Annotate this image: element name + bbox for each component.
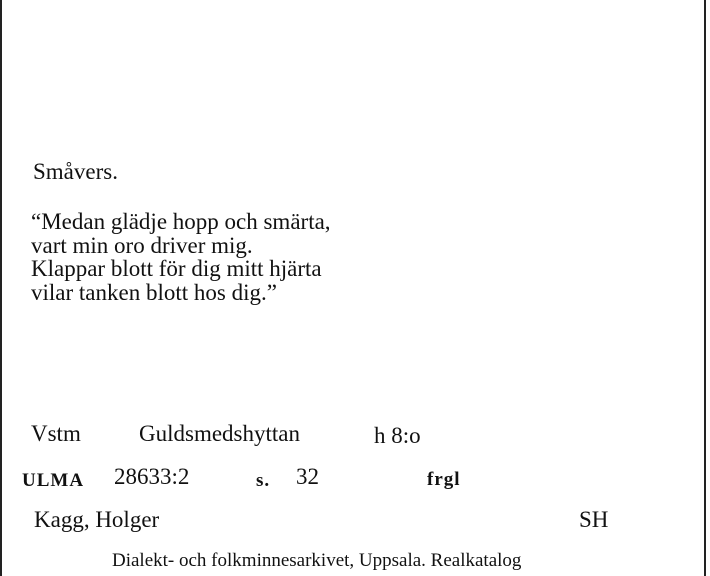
poem-line: vart min oro driver mig. xyxy=(31,232,253,258)
poem-text xyxy=(31,210,451,304)
poem-line: “Medan glädje hopp och smärta, xyxy=(31,209,331,234)
page-label: s. xyxy=(256,470,271,491)
card-left-edge xyxy=(0,0,2,576)
archive-footer: Dialekt- och folkminnesarkivet, Uppsala. Realkatalog xyxy=(112,550,522,571)
informant-name: Kagg, Holger xyxy=(34,507,160,532)
poem-line: vilar tanken blott hos dig.” xyxy=(31,279,277,305)
archive-code: ULMA xyxy=(22,470,85,491)
region-field: Vstm xyxy=(31,421,81,446)
place-field: Guldsmedshyttan xyxy=(139,421,300,446)
poem-line: Klappar blott för dig mitt hjärta xyxy=(31,256,322,281)
recorder-initials: SH xyxy=(579,507,609,532)
card-title: Småvers. xyxy=(33,159,118,184)
card-right-edge xyxy=(704,0,706,576)
format-field: h 8:o xyxy=(374,423,421,448)
page-number: 32 xyxy=(296,464,319,489)
accession-number: 28633:2 xyxy=(114,464,190,489)
category-code: frgl xyxy=(427,469,461,490)
